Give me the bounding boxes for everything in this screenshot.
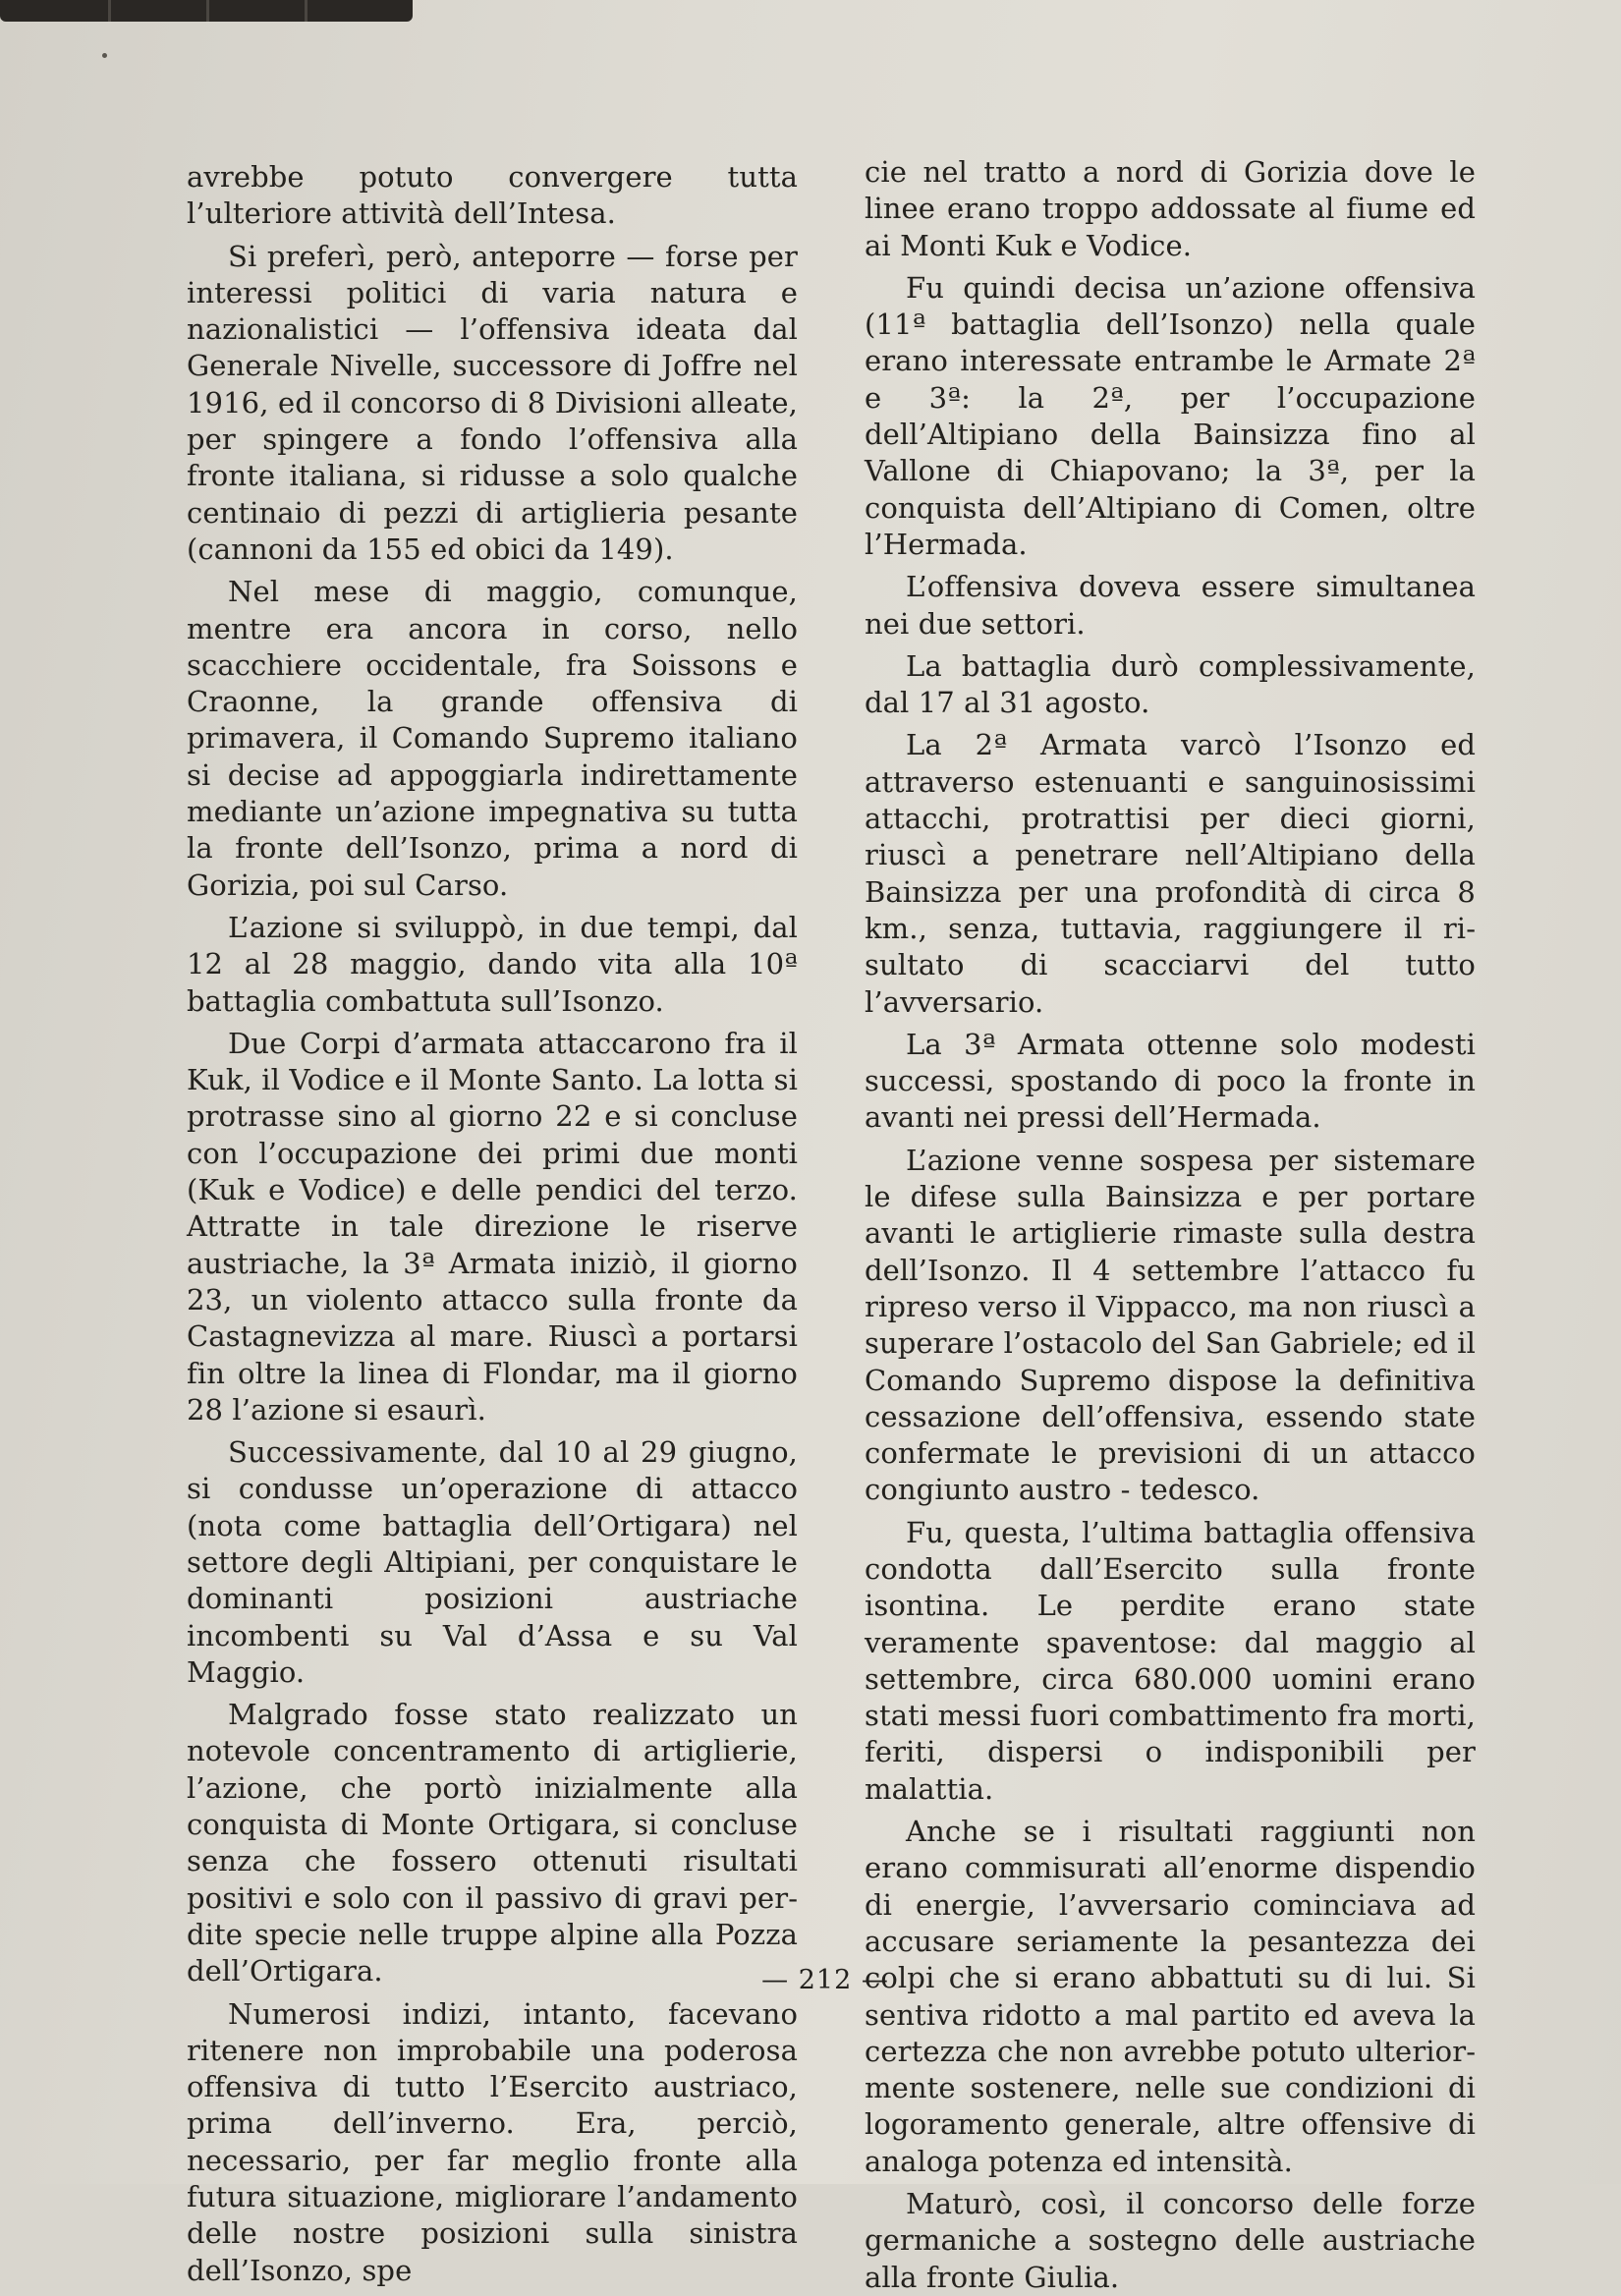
paragraph: L’offensiva doveva essere simultanea nei due settori. (865, 570, 1476, 641)
paragraph: Maturò, così, il concorso delle forze germaniche a sostegno delle austriache alla fronte Giulia. (865, 2187, 1476, 2294)
paragraph: L’azione venne sospesa per sistemare le difese sulla Bainsizza e per portare avanti le artiglierie rimaste sulla destra dell’Isonzo. Il 4 settembre l’attacco fu ripreso verso il Vippacco, ma non riuscì a superare l’ostacolo del San Gabriele; ed il Comando Supremo dispose la definitiva cessazione dell’offensiva, essendo state confermate le previsioni di un attacco congiunto austro - tedesco. (865, 1143, 1476, 1507)
page-number: — 212 — (761, 1965, 889, 1995)
paragraph: L’azione si sviluppò, in due tempi, dal 12 al 28 maggio, dando vita alla 10ª battaglia combattuta sull’Isonzo. (187, 910, 798, 1018)
paragraph: La 2ª Armata varcò l’Isonzo ed attraverso estenuanti e sanguinosissimi attacchi, protrattisi per dieci giorni, riuscì a penetrare nell’Altipiano della Bainsizza per una profondità di circa 8 km., senza, tuttavia, raggiungere il risultato di scacciarvi del tutto l’avversario. (865, 728, 1476, 1019)
paragraph: Successivamente, dal 10 al 29 giugno, si condusse un’operazione di attacco (nota come battaglia dell’Ortigara) nel settore degli Altipiani, per conquistare le dominanti posizioni austriache incombenti su Val d’Assa e su Val Maggio. (187, 1435, 798, 1689)
right-column (865, 154, 1476, 2296)
paragraph: cie nel tratto a nord di Gorizia dove le linee erano troppo addossate al fiume ed ai Monti Kuk e Vodice. (865, 155, 1476, 262)
paragraph: Fu, questa, l’ultima battaglia offensiva condotta dall’Esercito sulla fronte isontina. Le perdite erano state veramente spaventose: dal maggio al settembre, circa 680.000 uomini erano stati messi fuori combattimento fra morti, feriti, dispersi o indisponibili per malattia. (865, 1515, 1476, 1806)
paragraph: avrebbe potuto convergere tutta l’ulteriore attività dell’Intesa. (187, 160, 798, 231)
paragraph: La 3ª Armata ottenne solo modesti successi, spostando di poco la fronte in avanti nei pressi dell’Hermada. (865, 1027, 1476, 1135)
paragraph: Due Corpi d’armata attaccarono fra il Kuk, il Vodice e il Monte Santo. La lotta si protrasse sino al giorno 22 e si concluse con l’occupazione dei primi due monti (Kuk e Vodice) e delle pendici del terzo. Attratte in tale direzione le riserve austriache, la 3ª Armata iniziò, il giorno 23, un violento attacco sulla fronte da Castagnevizza al mare. Riuscì a portarsi fin oltre la linea di Flondar, ma il giorno 28 l’azione si esaurì. (187, 1026, 798, 1427)
paragraph: Numerosi indizi, intanto, facevano ritenere non improbabile una poderosa offensiva di tutto l’Esercito austriaco, prima dell’inverno. Era, perciò, necessario, per far meglio fronte alla futura situazione, migliorare l’andamento delle nostre posizioni sulla sinistra dell’Isonzo, spe (187, 1996, 798, 2287)
paragraph: La battaglia durò complessivamente, dal 17 al 31 agosto. (865, 648, 1476, 720)
paragraph: Nel mese di maggio, comunque, mentre era ancora in corso, nello scacchiere occidentale, fra Soissons e Craonne, la grande offensiva di primavera, il Comando Supremo italiano si decise ad appoggiarla indirettamente mediante un’azione impegnativa su tutta la fronte dell’Isonzo, prima a nord di Gorizia, poi sul Carso. (187, 575, 798, 902)
paragraph: Anche se i risultati raggiunti non erano commisurati all’enorme dispendio di energie, l’avversario cominciava ad accusare seriamente la pesantezza dei colpi che si erano abbattuti su di lui. Si sentiva ridotto a mal partito ed aveva la certezza che non avrebbe potuto ulteriormente sostenere, nelle sue condizioni di logoramento generale, altre offensive di analoga potenza ed intensità. (865, 1815, 1476, 2178)
paragraph: Si preferì, però, anteporre — forse per interessi politici di varia natura e nazionalistici — l’offensiva ideata dal Generale Nivelle, successore di Joffre nel 1916, ed il concorso di 8 Divisioni alleate, per spingere a fondo l’offensiva alla fronte italiana, si ridusse a solo qualche centinaio di pezzi di artiglieria pesante (cannoni da 155 ed obici da 149). (187, 239, 798, 566)
paragraph: Fu quindi decisa un’azione offensiva (11ª battaglia dell’Isonzo) nella quale erano interessate entrambe le Armate 2ª e 3ª: la 2ª, per l’occupazione dell’Altipiano della Bainsizza fino al Vallone di Chiapovano; la 3ª, per la conquista dell’Altipiano di Comen, oltre l’Hermada. (865, 270, 1476, 561)
page-mark (102, 53, 107, 58)
paragraph: Malgrado fosse stato realizzato un notevole concentramento di artiglierie, l’azione, che portò inizialmente alla conquista di Monte Ortigara, si concluse senza che fossero ottenuti risultati positivi e solo con il passivo di gravi perdite specie nelle truppe alpine alla Pozza dell’Ortigara. (187, 1698, 798, 1988)
page-top-tab (0, 0, 413, 22)
left-column (187, 159, 798, 2289)
